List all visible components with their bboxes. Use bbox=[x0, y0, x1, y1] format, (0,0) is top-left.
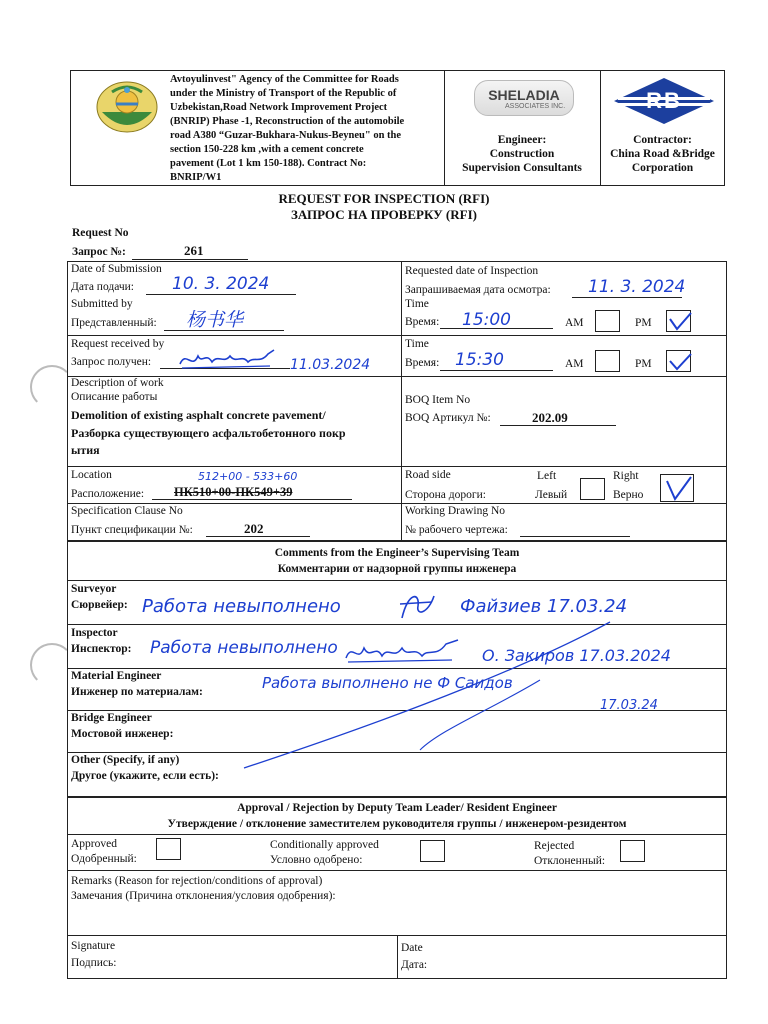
surveyor-signature-icon bbox=[398, 590, 438, 622]
bridge-ru: Мостовой инженер: bbox=[71, 728, 174, 740]
description-en: Description of work bbox=[71, 377, 164, 389]
requested-date-handwritten[interactable]: 11. 3. 2024 bbox=[588, 277, 686, 297]
sheladia-logo bbox=[474, 80, 574, 116]
row-line-2 bbox=[67, 376, 727, 377]
time2-pm-label: PM bbox=[635, 358, 652, 370]
surveyor-en: Surveyor bbox=[71, 583, 117, 595]
row-line-4 bbox=[67, 503, 727, 504]
contractor-name-1: China Road &Bridge bbox=[610, 148, 715, 160]
comments-line-1 bbox=[67, 580, 727, 581]
spec-en: Specification Clause No bbox=[71, 505, 183, 517]
request-no-label-ru: Запрос №: bbox=[72, 246, 126, 258]
description-value-3: ытия bbox=[71, 443, 100, 457]
surveyor-ru: Сюрвейер: bbox=[71, 599, 128, 611]
location-en: Location bbox=[71, 469, 112, 481]
rejected-checkbox[interactable] bbox=[620, 840, 645, 862]
spec-ru: Пункт спецификации №: bbox=[71, 524, 193, 536]
request-no-value: 261 bbox=[184, 243, 204, 258]
approved-en: Approved bbox=[71, 838, 117, 850]
request-no-label-en: Request No bbox=[72, 227, 129, 239]
other-en: Other (Specify, if any) bbox=[71, 754, 180, 766]
agency-line-3: Uzbekistan,Road Network Improvement Project bbox=[170, 102, 388, 113]
agency-line-8: BNRIP/W1 bbox=[170, 172, 222, 183]
received-date-handwritten[interactable]: 11.03.2024 bbox=[290, 357, 371, 373]
spec-value: 202 bbox=[244, 521, 264, 536]
approval-title-en: Approval / Rejection by Deputy Team Leader/ Resident Engineer bbox=[237, 802, 557, 814]
other-ru: Другое (укажите, если есть): bbox=[71, 770, 219, 782]
rejected-en: Rejected bbox=[534, 840, 575, 852]
boq-value: 202.09 bbox=[532, 410, 568, 425]
title-ru: ЗАПРОС НА ПРОВЕРКУ (RFI) bbox=[291, 207, 477, 222]
conditional-checkbox[interactable] bbox=[420, 840, 445, 862]
time1-en: Time bbox=[405, 298, 429, 310]
description-value-2: Разборка существующего асфальтобетонного покр bbox=[71, 426, 346, 440]
checkmark-icon bbox=[667, 311, 692, 333]
signature-ru: Подпись: bbox=[71, 957, 117, 969]
comments-title-en: Comments from the Engineer’s Supervising Team bbox=[274, 547, 520, 559]
approval-line-2 bbox=[67, 870, 727, 871]
agency-line-6: section 150-228 km ,with a cement concrete bbox=[170, 144, 364, 155]
engineer-name-1: Construction bbox=[489, 148, 555, 160]
approval-line-1 bbox=[67, 834, 727, 835]
inspector-comment-handwritten[interactable]: Работа невыполнено bbox=[150, 638, 338, 658]
agency-line-2: under the Ministry of Transport of the Republic of bbox=[170, 88, 397, 99]
time2-ru: Время: bbox=[405, 357, 440, 369]
date-submission-en: Date of Submission bbox=[71, 263, 162, 275]
boq-ru: BOQ Артикул №: bbox=[405, 412, 491, 424]
received-signature-icon bbox=[178, 346, 278, 372]
request-no-underline bbox=[132, 259, 248, 260]
engineer-name-2: Supervision Consultants bbox=[462, 162, 582, 174]
time2-am-label: AM bbox=[565, 358, 584, 370]
road-side-ru: Сторона дороги: bbox=[405, 489, 486, 501]
uzbekistan-emblem-icon bbox=[92, 78, 162, 134]
time2-en: Time bbox=[405, 338, 429, 350]
drawing-underline bbox=[520, 536, 630, 537]
signature-en: Signature bbox=[71, 940, 116, 952]
contractor-name-2: Corporation bbox=[631, 162, 694, 174]
road-side-right-checkbox[interactable] bbox=[660, 474, 694, 502]
submitted-by-en: Submitted by bbox=[71, 298, 133, 310]
agency-line-7: pavement (Lot 1 km 150-188). Contract No: bbox=[170, 158, 367, 169]
location-handwritten[interactable]: 512+00 - 533+60 bbox=[198, 470, 298, 483]
approved-ru: Одобренный: bbox=[71, 853, 137, 865]
sheladia-logo-sub: ASSOCIATES INC. bbox=[505, 103, 566, 110]
agency-line-5: road A380 “Guzar-Bukhara-Nukus-Beyneu" on the bbox=[170, 130, 402, 141]
main-center-divider bbox=[401, 261, 402, 541]
left-ru: Левый bbox=[535, 489, 568, 501]
comments-title-ru: Комментарии от надзорной группы инженера bbox=[277, 563, 517, 575]
time2-handwritten[interactable]: 15:30 bbox=[455, 350, 504, 370]
drawing-en: Working Drawing No bbox=[405, 505, 506, 517]
inspector-ru: Инспектор: bbox=[71, 643, 132, 655]
right-en: Right bbox=[613, 470, 639, 482]
remarks-en: Remarks (Reason for rejection/conditions of approval) bbox=[71, 875, 323, 887]
rb-logo bbox=[612, 76, 716, 126]
date-en: Date bbox=[401, 942, 423, 954]
sheladia-logo-text: SHELADIA bbox=[488, 87, 560, 103]
strike-line-icon bbox=[240, 620, 620, 770]
road-side-en: Road side bbox=[405, 469, 451, 481]
row-line-1 bbox=[67, 335, 727, 336]
requested-date-underline bbox=[572, 297, 682, 298]
location-underline bbox=[152, 499, 352, 500]
right-ru: Верно bbox=[613, 489, 644, 501]
material-ru: Инженер по материалам: bbox=[71, 686, 203, 698]
location-ru: Расположение: bbox=[71, 488, 145, 500]
remarks-ru: Замечания (Причина отклонения/условия одобрения): bbox=[71, 890, 336, 902]
time2-underline bbox=[440, 370, 553, 371]
signature-divider bbox=[397, 935, 398, 979]
material-comment-handwritten[interactable]: Работа выполнено не Ф Саидов bbox=[262, 674, 513, 692]
time1-ru: Время: bbox=[405, 316, 440, 328]
requested-date-ru: Запрашиваемая дата осмотра: bbox=[405, 284, 551, 296]
date-submission-underline bbox=[146, 294, 296, 295]
engineer-label: Engineer: bbox=[497, 134, 547, 146]
rb-logo-text: RB bbox=[646, 88, 682, 113]
rejected-ru: Отклоненный: bbox=[534, 855, 606, 867]
title-en: REQUEST FOR INSPECTION (RFI) bbox=[278, 191, 490, 206]
material-date-handwritten[interactable]: 17.03.24 bbox=[600, 698, 658, 713]
received-by-ru: Запрос получен: bbox=[71, 356, 152, 368]
time1-pm-checkbox[interactable] bbox=[666, 310, 691, 332]
contractor-label: Contractor: bbox=[633, 134, 692, 146]
conditional-ru: Условно одобрено: bbox=[270, 854, 363, 866]
time1-handwritten[interactable]: 15:00 bbox=[462, 310, 511, 330]
agency-line-1: Avtoyulinvest" Agency of the Committee for Roads bbox=[170, 74, 399, 85]
submitted-by-handwritten[interactable]: 杨书华 bbox=[186, 309, 244, 331]
checkmark-icon bbox=[661, 475, 695, 503]
boq-en: BOQ Item No bbox=[405, 394, 471, 406]
left-en: Left bbox=[537, 470, 557, 482]
material-en: Material Engineer bbox=[71, 670, 162, 682]
agency-line-4: (BNRIP) Phase -1, Reconstruction of the automobile bbox=[170, 116, 405, 127]
date-submission-ru: Дата подачи: bbox=[71, 281, 134, 293]
boq-underline bbox=[500, 425, 616, 426]
received-by-en: Request received by bbox=[71, 338, 165, 350]
inspector-en: Inspector bbox=[71, 627, 118, 639]
requested-date-en: Requested date of Inspection bbox=[405, 265, 539, 277]
drawing-ru: № рабочего чертежа: bbox=[405, 524, 508, 536]
surveyor-comment-handwritten[interactable]: Работа невыполнено bbox=[142, 596, 341, 617]
inspector-name-handwritten[interactable]: О. Закиров 17.03.2024 bbox=[482, 646, 671, 665]
approval-title-ru: Утверждение / отклонение заместителем руководителя группы / инженером-резидентом bbox=[167, 818, 627, 830]
date-ru: Дата: bbox=[401, 959, 428, 971]
time1-am-label: AM bbox=[565, 317, 584, 329]
description-value-1: Demolition of existing asphalt concrete pavement/ bbox=[71, 408, 326, 422]
road-side-left-checkbox[interactable] bbox=[580, 478, 605, 500]
time1-pm-label: PM bbox=[635, 317, 652, 329]
row-line-3 bbox=[67, 466, 727, 467]
checkmark-icon bbox=[667, 351, 692, 373]
submitted-by-ru: Представленный: bbox=[71, 317, 157, 329]
spec-underline bbox=[206, 536, 310, 537]
time2-pm-checkbox[interactable] bbox=[666, 350, 691, 372]
conditional-en: Conditionally approved bbox=[270, 839, 379, 851]
bridge-en: Bridge Engineer bbox=[71, 712, 152, 724]
description-ru: Описание работы bbox=[71, 391, 158, 403]
approved-checkbox[interactable] bbox=[156, 838, 181, 860]
location-value: ПК510+00-ПК549+39 bbox=[174, 485, 293, 499]
time2-am-checkbox[interactable] bbox=[595, 350, 620, 372]
surveyor-name-handwritten[interactable]: Файзиев 17.03.24 bbox=[460, 596, 628, 617]
time1-am-checkbox[interactable] bbox=[595, 310, 620, 332]
date-submission-handwritten[interactable]: 10. 3. 2024 bbox=[172, 274, 270, 294]
